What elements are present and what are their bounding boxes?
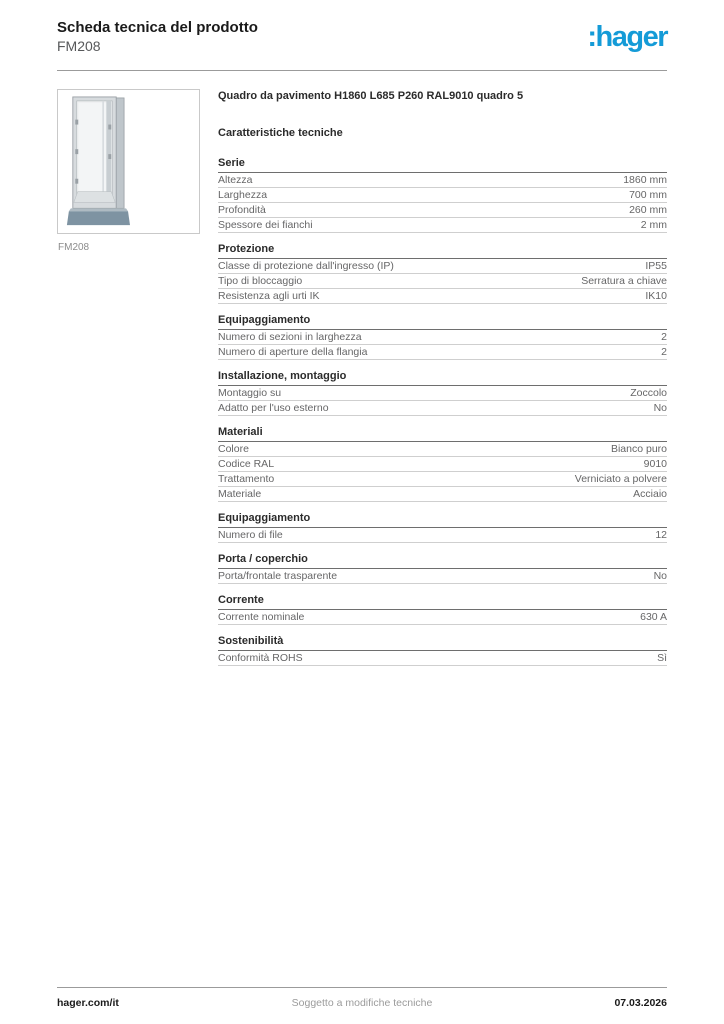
footer-date: 07.03.2026: [614, 997, 667, 1009]
spec-row: [218, 345, 667, 360]
spec-row: [218, 173, 667, 188]
spec-group-title: Equipaggiamento: [218, 314, 667, 330]
spec-row: [218, 289, 667, 304]
spec-value: Zoccolo: [630, 387, 667, 399]
spec-column: [218, 89, 667, 676]
spec-group-title: Corrente: [218, 594, 667, 610]
spec-label: Colore: [218, 443, 249, 455]
header: [57, 18, 667, 71]
spec-label: Classe di protezione dall'ingresso (IP): [218, 260, 394, 272]
spec-value: 2 mm: [640, 219, 667, 231]
spec-group: [218, 635, 667, 666]
footer: [57, 987, 667, 1009]
spec-row: [218, 651, 667, 666]
hager-logo: :hager: [587, 21, 667, 53]
product-image-column: [57, 89, 200, 676]
spec-value: 260 mm: [629, 204, 667, 216]
spec-label: Tipo di bloccaggio: [218, 275, 303, 287]
spec-group: [218, 553, 667, 584]
spec-value: 2: [661, 346, 667, 358]
spec-value: 2: [661, 331, 667, 343]
main-content: [57, 89, 667, 676]
spec-value: 1860 mm: [623, 174, 667, 186]
product-image-caption: FM208: [58, 242, 90, 253]
spec-label: Resistenza agli urti IK: [218, 290, 320, 302]
product-image-frame: [57, 89, 200, 234]
spec-row: [218, 274, 667, 289]
page-title: Scheda tecnica del prodotto: [57, 19, 258, 36]
spec-value: 12: [655, 529, 667, 541]
spec-label: Larghezza: [218, 189, 268, 201]
spec-row: [218, 528, 667, 543]
spec-label: Conformità ROHS: [218, 652, 303, 664]
spec-group: [218, 594, 667, 625]
spec-row: [218, 487, 667, 502]
product-title: Quadro da pavimento H1860 L685 P260 RAL9010 quadro 5: [218, 90, 524, 102]
spec-row: [218, 203, 667, 218]
spec-value: Bianco puro: [610, 443, 667, 455]
spec-group: [218, 426, 667, 502]
spec-row: [218, 188, 667, 203]
spec-row: [218, 330, 667, 345]
spec-label: Numero di sezioni in larghezza: [218, 331, 362, 343]
spec-value: Acciaio: [633, 488, 667, 500]
spec-row: [218, 610, 667, 625]
footer-disclaimer: Soggetto a modifiche tecniche: [291, 997, 433, 1009]
spec-value: 630 A: [640, 611, 667, 623]
spec-row: [218, 569, 667, 584]
spec-group-title: Sostenibilità: [218, 635, 667, 651]
spec-groups: [218, 157, 667, 666]
spec-row: [218, 218, 667, 233]
spec-value: No: [653, 402, 667, 414]
spec-value: IK10: [645, 290, 667, 302]
spec-value: IP55: [645, 260, 667, 272]
spec-label: Spessore dei fianchi: [218, 219, 313, 231]
spec-value: 700 mm: [629, 189, 667, 201]
spec-label: Numero di aperture della flangia: [218, 346, 368, 358]
spec-group-title: Protezione: [218, 243, 667, 259]
spec-label: Adatto per l'uso esterno: [218, 402, 329, 414]
spec-value: Serratura a chiave: [581, 275, 667, 287]
spec-label: Profondità: [218, 204, 266, 216]
spec-row: [218, 442, 667, 457]
footer-website-link[interactable]: hager.com/it: [57, 997, 119, 1009]
spec-group-title: Serie: [218, 157, 667, 173]
spec-group-title: Porta / coperchio: [218, 553, 667, 569]
spec-group: [218, 157, 667, 233]
product-image: [62, 93, 197, 231]
spec-group: [218, 314, 667, 360]
spec-label: Porta/frontale trasparente: [218, 570, 338, 582]
spec-value: 9010: [643, 458, 667, 470]
spec-label: Altezza: [218, 174, 253, 186]
spec-row: [218, 401, 667, 416]
spec-group: [218, 512, 667, 543]
spec-group: [218, 370, 667, 416]
spec-value: Sì: [657, 652, 667, 664]
spec-group-title: Materiali: [218, 426, 667, 442]
spec-group: [218, 243, 667, 304]
section-title: Caratteristiche tecniche: [218, 127, 343, 139]
product-code: FM208: [57, 38, 101, 54]
spec-group-title: Equipaggiamento: [218, 512, 667, 528]
spec-label: Numero di file: [218, 529, 283, 541]
spec-row: [218, 457, 667, 472]
spec-label: Montaggio su: [218, 387, 282, 399]
spec-row: [218, 386, 667, 401]
spec-label: Materiale: [218, 488, 262, 500]
spec-row: [218, 472, 667, 487]
spec-label: Corrente nominale: [218, 611, 305, 623]
spec-label: Codice RAL: [218, 458, 275, 470]
spec-group-title: Installazione, montaggio: [218, 370, 667, 386]
spec-label: Trattamento: [218, 473, 275, 485]
spec-value: Verniciato a polvere: [574, 473, 667, 485]
spec-value: No: [653, 570, 667, 582]
spec-row: [218, 259, 667, 274]
header-titles: [57, 18, 258, 55]
